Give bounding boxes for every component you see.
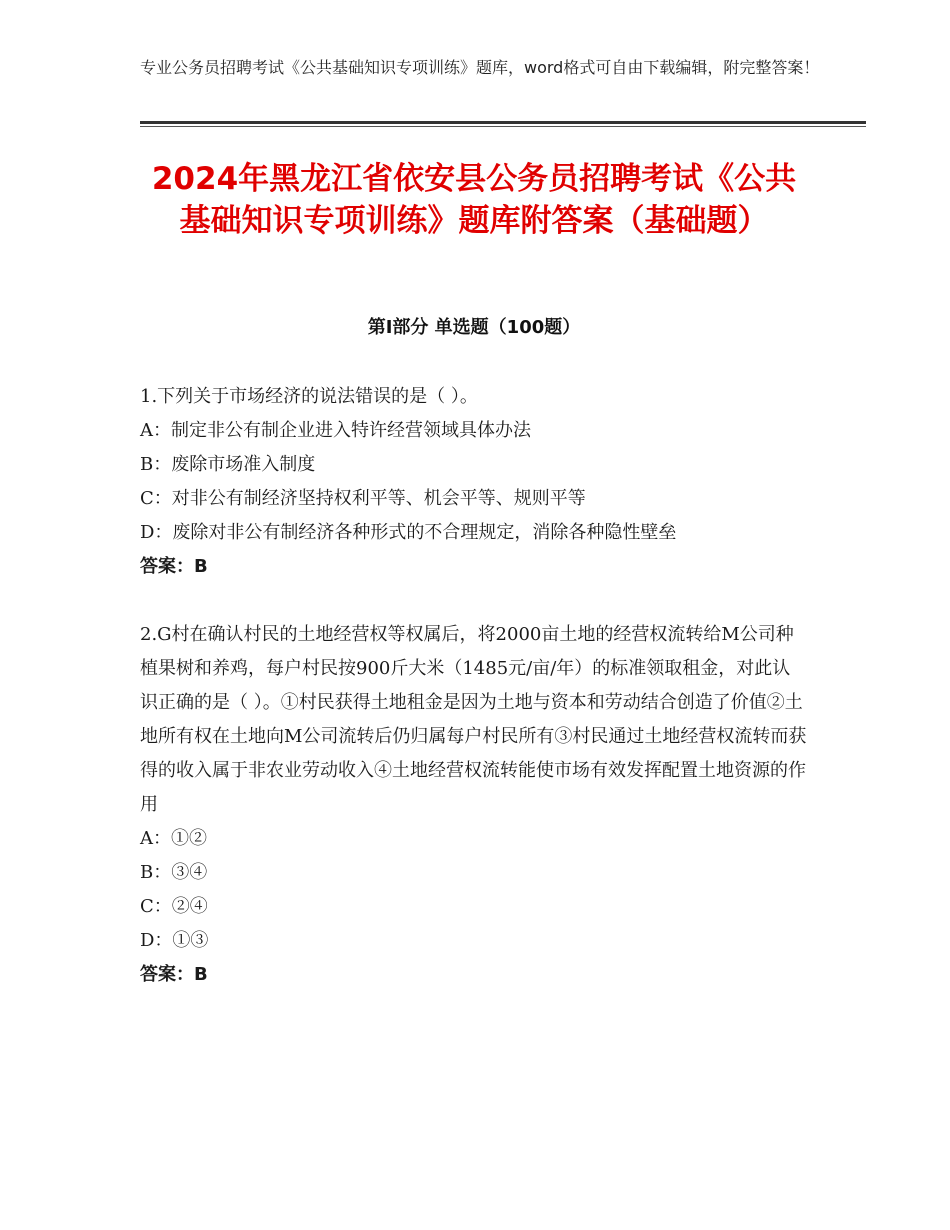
option-b: B：废除市场准入制度 bbox=[140, 454, 316, 475]
questions-list bbox=[140, 380, 808, 992]
option-a: A：①② bbox=[140, 828, 207, 849]
header-rule-thin bbox=[140, 126, 866, 127]
answer-label: 答案：B bbox=[140, 964, 208, 985]
option-d: D：废除对非公有制经济各种形式的不合理规定，消除各种隐性壁垒 bbox=[140, 522, 677, 543]
option-d: D：①③ bbox=[140, 930, 209, 951]
option-c: C：②④ bbox=[140, 896, 208, 917]
question-stem: 1.下列关于市场经济的说法错误的是（ ）。 bbox=[140, 386, 478, 407]
option-b: B：③④ bbox=[140, 862, 208, 883]
question-2 bbox=[140, 618, 808, 992]
header-note: 专业公务员招聘考试《公共基础知识专项训练》题库，word格式可自由下载编辑，附完整答案！ bbox=[140, 58, 820, 77]
document-title: 2024年黑龙江省依安县公务员招聘考试《公共基础知识专项训练》题库附答案（基础题） bbox=[151, 161, 797, 239]
question-stem: 2.G村在确认村民的土地经营权等权属后，将2000亩土地的经营权流转给M公司种植果树和养鸡，每户村民按900斤大米（1485元/亩/年）的标准领取租金，对此认识正确的是（ ）。①村民获得土地租金是因为土地与资本和劳动结合创造了价值②土地所有权在土地向M公司流转后仍归属每户村民所有③村民通过土地经营权流转而获得的收入属于非农业劳动收入④土地经营权流转能使市场有效发挥配置土地资源的作用 bbox=[140, 624, 807, 815]
question-gap bbox=[140, 584, 808, 618]
option-c: C：对非公有制经济坚持权利平等、机会平等、规则平等 bbox=[140, 488, 586, 509]
question-1 bbox=[140, 380, 808, 584]
section-title: 第Ⅰ部分 单选题（100题） bbox=[367, 317, 581, 338]
option-a: A：制定非公有制企业进入特许经营领域具体办法 bbox=[140, 420, 531, 441]
header-rule-thick bbox=[140, 121, 866, 124]
answer-label: 答案：B bbox=[140, 556, 208, 577]
